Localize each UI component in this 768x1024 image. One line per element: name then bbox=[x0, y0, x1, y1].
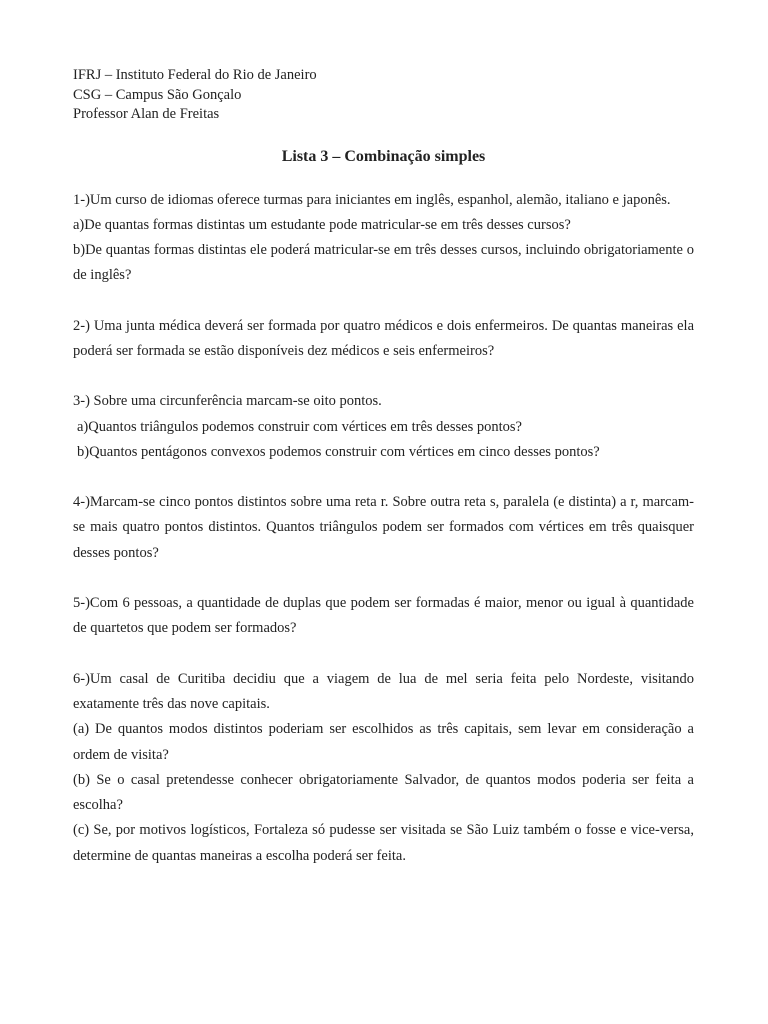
question-3 bbox=[73, 389, 694, 465]
question-text: 4-)Marcam-se cinco pontos distintos sobre uma reta r. Sobre outra reta s, paralela (e distinta) a r, marcam-se mais quatro pontos distintos. Quantos triângulos podem ser formados com vértices em três quaisquer desses pontos? bbox=[73, 494, 694, 561]
campus-line: CSG – Campus São Gonçalo bbox=[73, 86, 242, 103]
institution-line: IFRJ – Instituto Federal do Rio de Janeiro bbox=[73, 67, 317, 83]
question-item: b)De quantas formas distintas ele poderá matricular-se em três desses cursos, incluindo obrigatoriamente o de inglês? bbox=[73, 242, 694, 284]
question-4 bbox=[73, 490, 694, 566]
question-item: a)Quantos triângulos podemos construir com vértices em três desses pontos? bbox=[77, 418, 522, 435]
question-text: 2-) Uma junta médica deverá ser formada por quatro médicos e dois enfermeiros. De quantas maneiras ela poderá ser formada se estão disponíveis dez médicos e seis enfermeiros? bbox=[73, 317, 694, 359]
document-title: Lista 3 – Combinação simples bbox=[281, 147, 486, 165]
question-item: (a) De quantos modos distintos poderiam ser escolhidos as três capitais, sem levar em consideração a ordem de visita? bbox=[73, 721, 694, 763]
question-item: (b) Se o casal pretendesse conhecer obrigatoriamente Salvador, de quantos modos poderia ser feita a escolha? bbox=[73, 771, 694, 814]
question-2 bbox=[73, 314, 694, 365]
question-item: b)Quantos pentágonos convexos podemos construir com vértices em cinco desses pontos? bbox=[77, 443, 600, 460]
professor-line: Professor Alan de Freitas bbox=[73, 106, 220, 122]
question-item: a)De quantas formas distintas um estudante pode matricular-se em três desses cursos? bbox=[73, 216, 571, 233]
question-text: 6-)Um casal de Curitiba decidiu que a viagem de lua de mel seria feita pelo Nordeste, visitando exatamente três das nove capitais. bbox=[73, 670, 694, 712]
question-text: 5-)Com 6 pessoas, a quantidade de duplas que podem ser formadas é maior, menor ou igual à quantidade de quartetos que podem ser formados? bbox=[73, 595, 694, 637]
question-5 bbox=[73, 591, 694, 642]
document-header bbox=[73, 66, 694, 125]
question-6 bbox=[73, 667, 694, 869]
question-item: (c) Se, por motivos logísticos, Fortaleza só pudesse ser visitada se São Luiz também o fosse e vice-versa, determine de quantas maneiras a escolha poderá ser feita. bbox=[73, 822, 694, 864]
question-text: 1-)Um curso de idiomas oferece turmas para iniciantes em inglês, espanhol, alemão, italiano e japonês. bbox=[73, 191, 671, 208]
question-text: 3-) Sobre uma circunferência marcam-se oito pontos. bbox=[73, 393, 382, 410]
question-1 bbox=[73, 188, 694, 289]
